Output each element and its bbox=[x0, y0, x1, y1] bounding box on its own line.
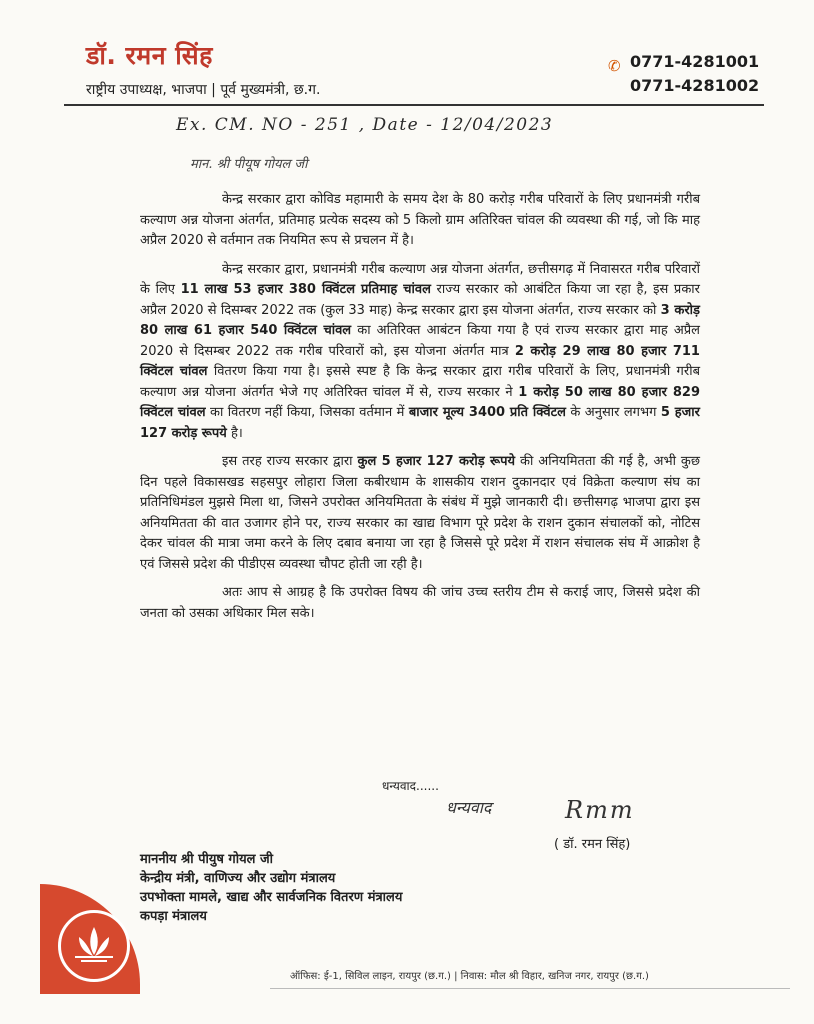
recipient-line: केन्द्रीय मंत्री, वाणिज्य और उद्योग मंत्रालय bbox=[140, 871, 336, 886]
letterhead-designation: राष्ट्रीय उपाध्यक्ष, भाजपा | पूर्व मुख्यमंत्री, छ.ग. bbox=[86, 82, 321, 98]
reference-number: Ex. CM. NO - 251 , Date - 12/04/2023 bbox=[176, 115, 554, 135]
paragraph-3: इस तरह राज्य सरकार द्वारा कुल 5 हजार 127 करोड़ रूपये की अनियमितता की गई है, अभी कुछ दिन पहले विकासखड सहसपुर लोहारा जिला कबीरधाम के शासकीय राशन दुकानदार एवं विक्रेता कल्याण संघ का प्रतिनिधिमंडल मुझसे मिला था, जिसने उपरोक्त अनियमितता के संबंध में मुझे जानकारी दी। छत्तीसगढ़ भाजपा द्वारा इस अनियमितता की वात उजागर होने पर, राज्य सरकार का खाद्य विभाग पूरे प्रदेश के राशन दुकान संचालकों को, नोटिस देकर चांवल की मात्रा जमा करने के लिए दबाव बनाया जा रहा है जिससे पूरे प्रदेश में राशन संचालक संघ में आक्रोश है एवं जिससे प्रदेश की पीडीएस व्यवस्था चौपट होती जा रही है। bbox=[140, 454, 700, 572]
recipient-block bbox=[140, 850, 402, 926]
footer-address: ऑफिस: ई-1, सिविल लाइन, रायपुर (छ.ग.) | निवास: मौल श्री विहार, खनिज नगर, रायपुर (छ.ग.) bbox=[290, 971, 649, 982]
phone-number-2: 0771-4281002 bbox=[630, 76, 760, 95]
recipient-line: कपड़ा मंत्रालय bbox=[140, 909, 207, 924]
paragraph-2: केन्द्र सरकार द्वारा, प्रधानमंत्री गरीब कल्याण अन्न योजना अंतर्गत, छत्तीसगढ़ में निवासरत गरीब परिवारों के लिए 11 लाख 53 हजार 380 क्विंटल प्रतिमाह चांवल राज्य सरकार को आबंटित किया जा रहा है, इस प्रकार अप्रैल 2020 से दिसम्बर 2022 तक (कुल 33 माह) केन्द्र सरकार द्वारा इस योजना अंतर्गत, राज्य सरकार को 3 करोड़ 80 लाख 61 हजार 540 क्विंटल चांवल का अतिरिक्त आबंटन किया गया है एवं राज्य सरकार द्वारा माह अप्रैल 2020 से दिसम्बर 2022 तक गरीब परिवारों को, इस योजना अंतर्गत मात्र 2 करोड़ 29 लाख 80 हजार 711 क्विंटल चांवल वितरण किया गया है। इससे स्पष्ट है कि केन्द्र सरकार द्वारा गरीब परिवारों के लिए, प्रधानमंत्री गरीब कल्याण अन्न योजना अंतर्गत भेजे गए अतिरिक्त चांवल में से, राज्य सरकार ने 1 करोड़ 50 लाख 80 हजार 829 क्विंटल चांवल का वितरण नहीं किया, जिसका वर्तमान में बाजार मूल्य 3400 प्रति क्विंटल के अनुसार लगभग 5 हजार 127 करोड़ रूपये है। bbox=[140, 261, 700, 441]
paragraph-1: केन्द्र सरकार द्वारा कोविड महामारी के समय देश के 80 करोड़ गरीब परिवारों के लिए प्रधानमंत्री गरीब कल्याण अन्न योजना अंतर्गत, प्रतिमाह प्रत्येक सदस्य को 5 किलो ग्राम अतिरिक्त चांवल की व्यवस्था की गई, जो कि माह अप्रैल 2020 से वर्तमान तक नियमित रूप से प्रचलन में है। bbox=[140, 192, 700, 248]
letterhead-name: डॉ. रमन सिंह bbox=[86, 41, 213, 70]
signature-note: धन्यवाद bbox=[446, 798, 492, 817]
paragraph-4: अतः आप से आग्रह है कि उपरोक्त विषय की जांच उच्च स्तरीय टीम से कराई जाए, जिससे प्रदेश की जनता को उसका अधिकार मिल सके। bbox=[140, 585, 700, 621]
recipient-line: माननीय श्री पीयुष गोयल जी bbox=[140, 852, 274, 867]
thanks-text: धन्यवाद...... bbox=[382, 779, 439, 793]
phone-icon: ✆ bbox=[608, 57, 621, 75]
lotus-icon bbox=[58, 910, 130, 982]
signatory-name: ( डॉ. रमन सिंह) bbox=[554, 837, 631, 852]
header-divider bbox=[64, 104, 764, 106]
footer-divider bbox=[270, 988, 790, 989]
signature: Rmm bbox=[565, 796, 635, 824]
phone-number-1: 0771-4281001 bbox=[630, 52, 760, 71]
letter-body bbox=[140, 190, 700, 632]
recipient-line: उपभोक्ता मामले, खाद्य और सार्वजनिक वितरण मंत्रालय bbox=[140, 890, 403, 905]
bjp-lotus-logo bbox=[40, 884, 140, 994]
salutation: मान. श्री पीयूष गोयल जी bbox=[190, 157, 308, 172]
